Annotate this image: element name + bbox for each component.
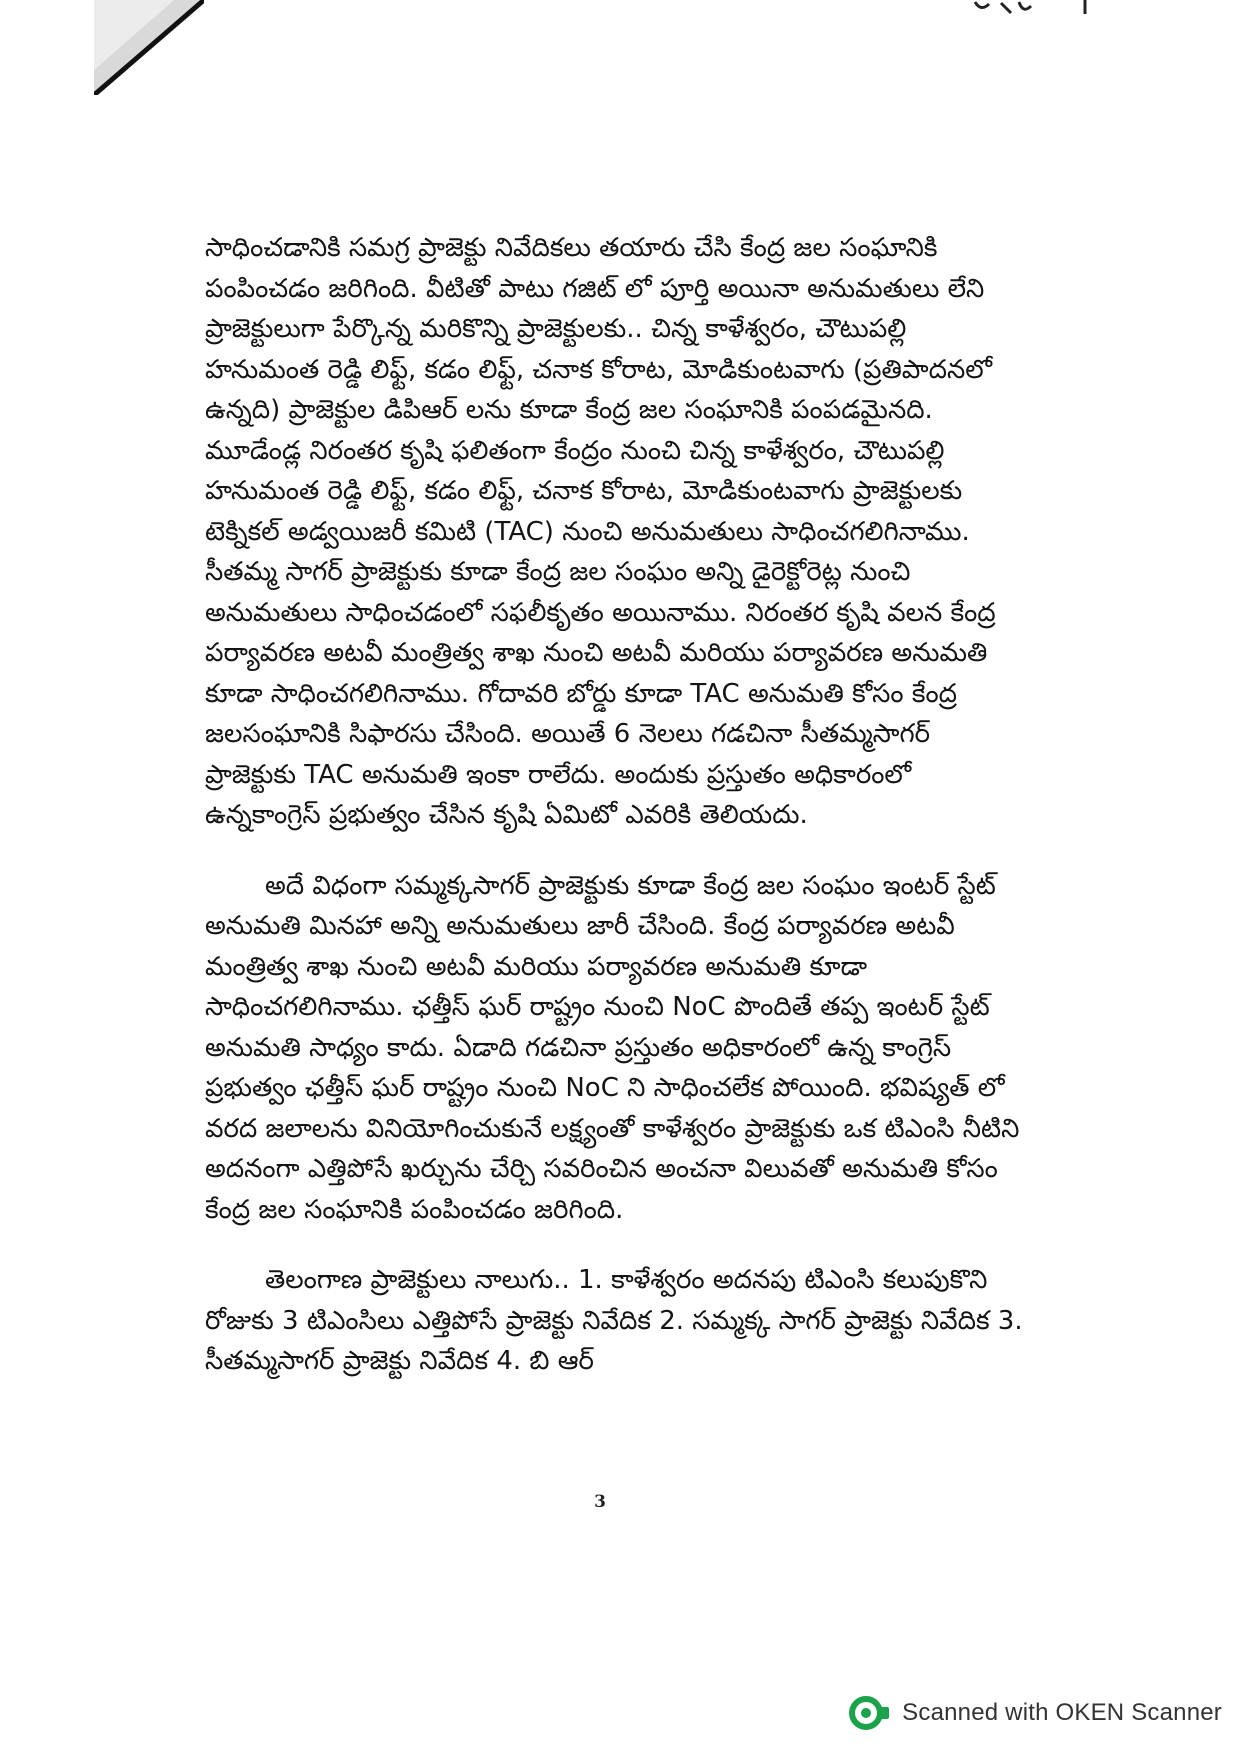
document-body xyxy=(205,228,1025,1382)
folded-page-corner xyxy=(94,0,204,95)
page-number: 3 xyxy=(594,1492,606,1512)
scanner-watermark xyxy=(848,1693,1222,1733)
paragraph-1: సాధించడానికి సమగ్ర ప్రాజెక్టు నివేదికలు తయారు చేసి కేంద్ర జల సంఘానికి పంపించడం జరిగింది. వీటితో పాటు గజిట్ లో పూర్తి అయినా అనుమతులు లేని ప్రాజెక్టులుగా పేర్కొన్న మరికొన్ని ప్రాజెక్టులకు.. చిన్న కాళేశ్వరం, చౌటుపల్లి హనుమంత రెడ్డి లిఫ్ట్, కడం లిఫ్ట్, చనాక కోరాట, మోడికుంటవాగు (ప్రతిపాదనలో ఉన్నది) ప్రాజెక్టుల డిపిఆర్ లను కూడా కేంద్ర జల సంఘానికి పంపడమైనది. మూడేండ్ల నిరంతర కృషి ఫలితంగా కేంద్రం నుంచి చిన్న కాళేశ్వరం, చౌటుపల్లి హనుమంత రెడ్డి లిఫ్ట్, కడం లిఫ్ట్, చనాక కోరాట, మోడికుంటవాగు ప్రాజెక్టులకు టెక్నికల్ అడ్వయిజరీ కమిటి (TAC) నుంచి అనుమతులు సాధించగలిగినాము. సీతమ్మ సాగర్ ప్రాజెక్టుకు కూడా కేంద్ర జల సంఘం అన్ని డైరెక్టోరెట్ల నుంచి అనుమతులు సాధించడంలో సఫలీకృతం అయినాము. నిరంతర కృషి వలన కేంద్ర పర్యావరణ అటవీ మంత్రిత్వ శాఖ నుంచి అటవీ మరియు పర్యావరణ అనుమతి కూడా సాధించగలిగినాము. గోదావరి బోర్డు కూడా TAC అనుమతి కోసం కేంద్ర జలసంఘానికి సిఫారసు చేసింది. అయితే 6 నెలలు గడచినా సీతమ్మసాగర్ ప్రాజెక్టుకు TAC అనుమతి ఇంకా రాలేదు. అందుకు ప్రస్తుతం అధికారంలో ఉన్నకాంగ్రెస్ ప్రభుత్వం చేసిన కృషి ఏమిటో ఎవరికి తెలియదు. xyxy=(205,233,996,830)
paragraph-3: తెలంగాణ ప్రాజెక్టులు నాలుగు.. 1. కాళేశ్వరం అదనపు టిఎంసి కలుపుకొని రోజుకు 3 టిఎంసిలు ఎత్తిపోసే ప్రాజెక్టు నివేదిక 2. సమ్మక్క సాగర్ ప్రాజెక్టు నివేదిక 3. సీతమ్మసాగర్ ప్రాజెక్టు నివేదిక 4. బి ఆర్ xyxy=(205,1265,1023,1376)
paragraph-2: అదే విధంగా సమ్మక్కసాగర్ ప్రాజెక్టుకు కూడా కేంద్ర జల సంఘం ఇంటర్ స్టేట్ అనుమతి మినహా అన్ని అనుమతులు జారీ చేసింది. కేంద్ర పర్యావరణ అటవీ మంత్రిత్వ శాఖ నుంచి అటవీ మరియు పర్యావరణ అనుమతి కూడా సాధించగలిగినాము. ఛత్తీస్ ఘర్ రాష్ట్రం నుంచి NoC పొందితే తప్ప ఇంటర్ స్టేట్ అనుమతి సాధ్యం కాదు. ఏడాది గడచినా ప్రస్తుతం అధికారంలో ఉన్న కాంగ్రెస్ ప్రభుత్వం ఛత్తీస్ ఘర్ రాష్ట్రం నుంచి NoC ని సాధించలేక పోయింది. భవిష్యత్ లో వరద జలాలను వినియోగించుకునే లక్ష్యంతో కాళేశ్వరం ప్రాజెక్టుకు ఒక టిఎంసి నీటిని అదనంగా ఎత్తిపోసే ఖర్చును చేర్చి సవరించిన అంచనా విలువతో అనుమతి కోసం కేంద్ర జల సంఘానికి పంపించడం జరిగింది. xyxy=(205,870,1020,1225)
scan-edge-marks xyxy=(965,0,1145,16)
scanner-watermark-text: Scanned with OKEN Scanner xyxy=(902,1699,1222,1726)
oken-scanner-logo-icon xyxy=(848,1693,892,1733)
